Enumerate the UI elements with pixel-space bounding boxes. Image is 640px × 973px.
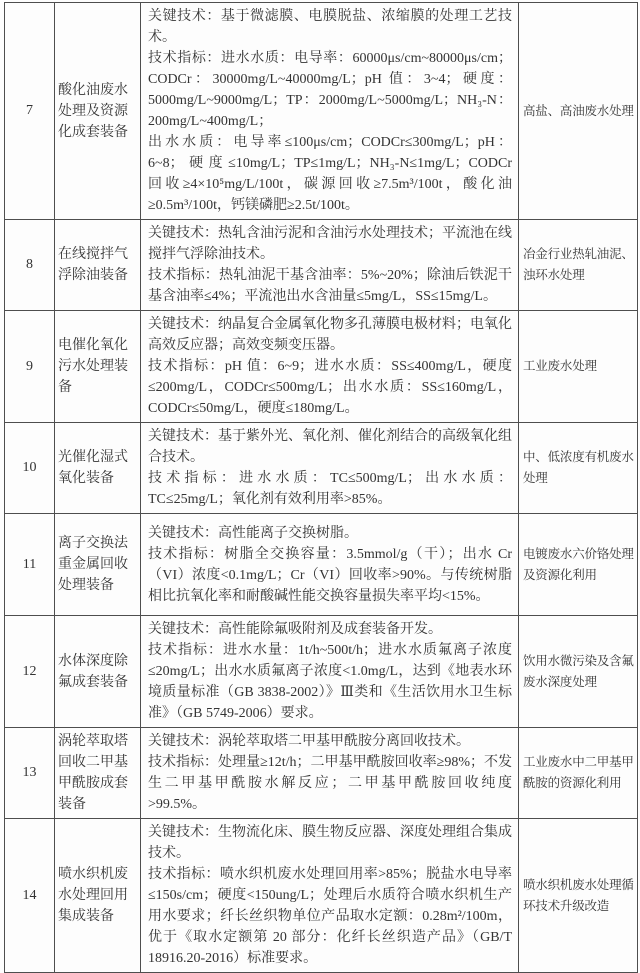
equipment-name-cell: [55, 728, 141, 819]
row-number: 12: [22, 663, 37, 679]
tech-paragraph: 技术指标：pH 值：6~9；进水水质：SS≤400mg/L，硬度≤200mg/L，CODCr≤500mg/L；出水水质：SS≤160mg/L，CODCr≤50mg/L，硬度≤180mg/L。: [148, 359, 512, 416]
application-field-cell: [519, 728, 638, 819]
row-number-cell: [5, 3, 55, 220]
tech-paragraph: 关键技术：生物流化床、膜生物反应器、深度处理组合集成技术。: [148, 825, 512, 861]
application-field-cell: [519, 3, 638, 220]
row-number-cell: [5, 311, 55, 423]
equipment-name: 酸化油废水处理及资源化成套装备: [58, 82, 128, 140]
tech-detail-cell: [141, 220, 519, 311]
row-number-cell: [5, 423, 55, 514]
table-row: [5, 423, 638, 514]
tech-paragraph: 关键技术：热轧含油污泥和含油污水处理技术；平流池在线搅拌气浮除油技术。: [148, 226, 512, 262]
application-field: 高盐、高油废水处理: [523, 103, 634, 118]
equipment-table: [4, 2, 638, 973]
table-row: [5, 220, 638, 311]
tech-paragraph: 技术指标：进水水质：TC≤500mg/L；出水水质：TC≤25mg/L；氧化剂有效利用率>85%。: [148, 471, 512, 507]
application-field-cell: [519, 514, 638, 616]
application-field: 工业废水中二甲基甲酰胺的资源化利用: [523, 755, 634, 790]
tech-detail-cell: [141, 3, 519, 220]
equipment-name-cell: [55, 311, 141, 423]
equipment-name: 离子交换法重金属回收处理装备: [58, 536, 128, 593]
tech-detail-cell: [141, 819, 519, 973]
tech-detail-cell: [141, 311, 519, 423]
equipment-name: 在线搅拌气浮除油装备: [58, 247, 128, 283]
tech-detail-cell: [141, 423, 519, 514]
row-number: 8: [26, 257, 33, 272]
tech-paragraph: 关键技术：基于紫外光、氧化剂、催化剂结合的高级氧化组合技术。: [148, 429, 512, 465]
row-number: 7: [26, 103, 33, 118]
row-number: 14: [22, 887, 37, 903]
row-number: 11: [22, 556, 37, 572]
row-number-cell: [5, 616, 55, 728]
table-row: [5, 311, 638, 423]
equipment-name: 水体深度除氟成套装备: [58, 653, 128, 690]
table-row: [5, 3, 638, 220]
tech-paragraph: 关键技术：高性能离子交换树脂。: [148, 525, 358, 541]
tech-paragraph: 技术指标：进水水量：1t/h~500t/h；进水水质氟离子浓度≤20mg/L；出水水质氟离子浓度<1.0mg/L，达到《地表水环境质量标准（GB 3838-2002）》Ⅲ类和《生活饮用水卫生标准》（GB 5749-2006）要求。: [148, 643, 512, 721]
application-field: 饮用水微污染及含氟废水深度处理: [523, 653, 634, 689]
equipment-name: 涡轮萃取塔回收二甲基甲酰胺成套装备: [58, 734, 128, 812]
equipment-name-cell: [55, 3, 141, 220]
application-field: 中、低浓度有机废水处理: [523, 450, 634, 485]
equipment-name: 光催化湿式氧化装备: [58, 450, 128, 486]
application-field-cell: [519, 616, 638, 728]
row-number-cell: [5, 220, 55, 311]
equipment-name-cell: [55, 423, 141, 514]
equipment-name-cell: [55, 514, 141, 616]
tech-paragraph: 技术指标：热轧油泥干基含油率：5%~20%；除油后铁泥干基含油率≤4%；平流池出水含油量≤5mg/L，SS≤15mg/L。: [148, 268, 512, 304]
tech-paragraph: 出水水质：电导率≤100μs/cm；CODCr≤300mg/L；pH：6~8；硬度≤10mg/L；TP≤1mg/L；NH₃-N≤1mg/L；CODCr 回收≥4×10⁵mg/L/100t，碳源回收≥7.5m³/100t，酸化油≥0.5m³/100t，钙镁磷肥≥2.5t/100t。: [148, 135, 512, 213]
tech-detail-cell: [141, 728, 519, 819]
tech-paragraph: 关键技术：涡轮萃取塔二甲基甲酰胺分离回收技术。: [148, 734, 470, 749]
table-row: [5, 819, 638, 973]
equipment-name: 电催化氧化污水处理装备: [58, 338, 128, 395]
row-number: 9: [26, 358, 33, 374]
equipment-name: 喷水织机废水处理回用集成装备: [58, 867, 128, 924]
tech-paragraph: 技术指标：处理量≥12t/h；二甲基甲酰胺回收率≥98%；不发生二甲基甲酰胺水解反应；二甲基甲酰胺回收纯度>99.5%。: [148, 755, 512, 812]
application-field-cell: [519, 423, 638, 514]
application-field: 冶金行业热轧油泥、浊环水处理: [523, 247, 634, 282]
tech-paragraph: 关键技术：基于微滤膜、电膜脱盐、浓缩膜的处理工艺技术。: [148, 9, 512, 45]
equipment-name-cell: [55, 819, 141, 973]
row-number: 13: [22, 765, 37, 780]
row-number-cell: [5, 514, 55, 616]
table-row: [5, 514, 638, 616]
tech-paragraph: 技术指标：进水水质：电导率：60000μs/cm~80000μs/cm；CODCr：30000mg/L~40000mg/L；pH 值：3~4；硬度：5000mg/L~9000mg/L；TP：2000mg/L~5000mg/L；NH₃-N：200mg/L~400mg/L；: [148, 51, 512, 129]
row-number-cell: [5, 728, 55, 819]
table-row: [5, 616, 638, 728]
application-field: 喷水织机废水处理循环技术升级改造: [523, 877, 634, 913]
tech-detail-cell: [141, 616, 519, 728]
table-row: [5, 728, 638, 819]
document-page: [0, 2, 640, 966]
application-field-cell: [519, 220, 638, 311]
tech-paragraph: 关键技术：高性能除氟吸附剂及成套装备开发。: [148, 622, 442, 637]
equipment-name-cell: [55, 616, 141, 728]
row-number-cell: [5, 819, 55, 973]
tech-detail-cell: [141, 514, 519, 616]
application-field: 工业废水处理: [523, 359, 597, 373]
equipment-name-cell: [55, 220, 141, 311]
tech-paragraph: 技术指标：喷水织机废水处理回用率>85%；脱盐水电导率≤150s/cm；硬度<150ung/L；处理后水质符合喷水织机生产用水要求；纤长丝织物单位产品取水定额：0.28m²/100m，优于《取水定额第 20 部分：化纤长丝织造产品》（GB/T 18916.20-2016）标准要求。: [148, 867, 512, 966]
application-field-cell: [519, 819, 638, 973]
application-field: 电镀废水六价铬处理及资源化利用: [523, 546, 634, 582]
application-field-cell: [519, 311, 638, 423]
tech-paragraph: 关键技术：纳晶复合金属氧化物多孔薄膜电极材料；电氧化高效反应器；高效变频变压器。: [148, 317, 512, 353]
row-number: 10: [22, 460, 37, 475]
tech-paragraph: 技术指标：树脂全交换容量：3.5mmol/g（干）；出水 Cr（VI）浓度<0.1mg/L；Cr（VI）回收率>90%。与传统树脂相比抗氧化率和耐酸碱性能交换容量损失率平均<15%。: [148, 546, 512, 604]
